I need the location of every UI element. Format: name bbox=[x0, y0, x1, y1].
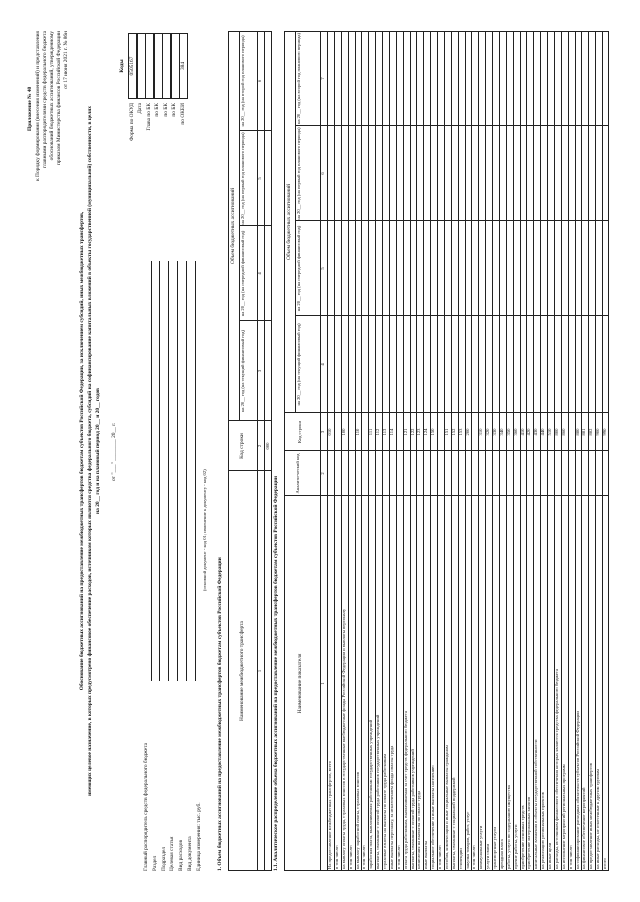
table-row-name: на исполнение мероприятий региональных программ bbox=[560, 764, 566, 869]
code-label: по ОКЕИ bbox=[179, 103, 186, 125]
table-row-name: на выплату заработной платы, страховых взносов bbox=[354, 771, 360, 869]
appendix-number: Приложение № 40 bbox=[27, 86, 33, 131]
s11-row-line bbox=[423, 31, 424, 871]
s11-col-number: 5 bbox=[320, 267, 325, 270]
table-row-code: 200 bbox=[464, 428, 470, 436]
table-row-name: страховые взносы на выплаты по оплате труда работникам bbox=[382, 753, 388, 869]
table-row-code: 900 bbox=[595, 428, 601, 436]
table-row-name: на иные цели bbox=[547, 842, 553, 869]
s11-row-line bbox=[540, 31, 541, 871]
table-row-code: 330 bbox=[492, 428, 498, 436]
table-row-name: в том числе: bbox=[347, 845, 353, 869]
title-line: на 20__ год и на плановый период 20__ и 20__ годов bbox=[95, 388, 101, 514]
s1-year-header: на 20__ год (на второй год планового периода) bbox=[240, 35, 245, 127]
field-label: Главный распорядитель средств федерального бюджета bbox=[143, 742, 149, 871]
field-label: Единица измерения: тыс. руб. bbox=[195, 802, 202, 871]
title-line: имеющих целевое назначение, в которых предусмотрено финансовое обеспечение расходов, источником которых являются средства федерального бюджета, субсидий на софинансирование капитальных вложений в объекты государственной (муниципальной) собственности, в целях bbox=[87, 106, 93, 796]
s1-col-number: 2 bbox=[257, 444, 262, 448]
s11-row-line bbox=[355, 31, 356, 871]
code-label: Форма по ОКУД bbox=[128, 103, 135, 141]
table-row-name: начисления на выплаты по оплате труда bbox=[416, 790, 422, 869]
table-row-name: закупка товаров, работ, услуг bbox=[464, 811, 470, 869]
field-label: Вид расходов bbox=[178, 840, 185, 871]
table-row-name: на реализацию региональных проектов bbox=[540, 792, 546, 869]
table-row-code: 110 bbox=[354, 428, 360, 436]
s1-header-volume: Объем бюджетных ассигнований bbox=[230, 188, 236, 265]
s11-row-line bbox=[396, 31, 397, 871]
table-row-name: капитальные вложения в объекты государственной собственности bbox=[533, 739, 539, 869]
table-row-code: 882 bbox=[588, 428, 594, 436]
code-value: 384 bbox=[179, 61, 186, 71]
table-row-name: На предоставление межбюджетных трансфертов, всего bbox=[327, 760, 332, 869]
table-row-name: на предоставление иных межбюджетных трансфертов bbox=[588, 763, 594, 869]
field-underline bbox=[186, 261, 187, 681]
s1-year-header: на 20__ год (на очередной финансовый год) bbox=[240, 230, 245, 317]
field-underline bbox=[159, 261, 160, 681]
table-row-name: прочие работы, услуги bbox=[512, 824, 518, 869]
s11-header-code: Код строки bbox=[297, 421, 302, 443]
field-underline bbox=[151, 261, 152, 681]
s11-header-analytic: Аналити-ческий код bbox=[295, 453, 300, 494]
section1-title: 1. Объем бюджетных ассигнований на предоставление межбюджетных трансфертов бюджетам субъектов Российской Федерации bbox=[217, 557, 223, 871]
s11-row-line bbox=[526, 31, 527, 871]
field-underline bbox=[195, 261, 196, 681]
s11-row-line bbox=[334, 31, 335, 871]
table-row-name: коммунальные услуги bbox=[478, 825, 484, 869]
table-row-code: 410 bbox=[519, 428, 525, 436]
s11-col-number: 4 bbox=[320, 363, 325, 366]
table-row-code: 990 bbox=[602, 428, 608, 436]
s11-row-line bbox=[478, 31, 479, 871]
table-row-name: в том числе: bbox=[437, 845, 443, 869]
order-line: приказом Министерства финансов Российской Федерации bbox=[56, 31, 62, 165]
code-label: по БК bbox=[154, 103, 160, 117]
table-row-code: 100 bbox=[340, 428, 346, 436]
table-row-name: в том числе: bbox=[333, 845, 339, 869]
s11-row-line bbox=[410, 31, 411, 871]
order-line: от 17 июня 2021 г. № 86н bbox=[63, 31, 69, 89]
table-row-code: 350 bbox=[505, 428, 511, 436]
s1-col-number: 4 bbox=[257, 272, 262, 275]
s11-row-line bbox=[485, 31, 486, 871]
order-line: к Порядку формирования (внесения изменений) и представления bbox=[35, 31, 41, 181]
table-row-code: 114 bbox=[388, 428, 394, 436]
s11-row-line bbox=[588, 31, 589, 871]
s11-row-line bbox=[602, 31, 603, 871]
table-row-name: выплаты, связанные с оплатой труда работников государственных учреждений bbox=[375, 714, 381, 869]
table-row-name: в том числе: bbox=[395, 845, 401, 869]
s11-row-line bbox=[595, 31, 596, 871]
s11-col-number: 3 bbox=[320, 430, 325, 434]
s1-col-number: 1 bbox=[257, 669, 262, 673]
s11-year-header: на 20__ год (на текущий финансовый год) bbox=[296, 323, 301, 406]
table-row-name: в том числе: bbox=[361, 845, 367, 869]
s11-col-number: 7 bbox=[320, 77, 325, 80]
table-row-name: на финансовое обеспечение мероприятий bbox=[581, 787, 587, 869]
s11-row-line bbox=[430, 31, 431, 871]
s11-row-line bbox=[327, 31, 328, 871]
s11-col-line bbox=[295, 220, 609, 221]
table-row-name: пособия, компенсации и иные социальные выплаты гражданам bbox=[443, 745, 449, 869]
table-row-code: 880 bbox=[574, 428, 580, 436]
table-row-name: оплата труда работникам, выплачиваемая за счет средств федерального бюджета bbox=[402, 711, 408, 869]
field-underline bbox=[177, 261, 178, 681]
code-label: по БК bbox=[171, 103, 177, 117]
table-row-name: на иные расходы, не отнесенные к другим группам bbox=[595, 769, 601, 869]
table-row-code: 112 bbox=[375, 428, 381, 436]
table-row-code: 430 bbox=[533, 428, 539, 436]
s11-col-number: 2 bbox=[320, 472, 325, 475]
s1-header-name: Наименование межбюджетного трансферта bbox=[239, 621, 245, 721]
table-row-name: заработная плата, выплачиваемая работникам государственных учреждений bbox=[368, 719, 374, 869]
title-line: Обоснование бюджетных ассигнований на предоставление межбюджетных трансфертов бюджетам субъектов Российской Федерации, за исключением субсидий, иных межбюджетных трансфертов, bbox=[79, 211, 85, 691]
table-row-code: 150 bbox=[430, 428, 436, 436]
table-row-name: иные выплаты персоналу, за исключением фонда оплаты труда bbox=[388, 745, 394, 869]
table-row-name: на софинансирование расходных обязательств субъектов Российской Федерации bbox=[574, 711, 580, 869]
table-row-code: 340 bbox=[498, 428, 504, 436]
s11-row-line bbox=[561, 31, 562, 871]
table-row-code: 111 bbox=[368, 428, 374, 436]
table-row-code: 122 bbox=[409, 428, 415, 436]
code-label: Глава по БК bbox=[145, 103, 152, 131]
s11-row-line bbox=[520, 31, 521, 871]
table-row-name: итого bbox=[602, 858, 608, 869]
s1-col-number: 3 bbox=[257, 369, 262, 373]
s11-row-line bbox=[361, 31, 362, 871]
table-row-name: арендная плата bbox=[498, 839, 504, 869]
table-row-name: иные выплаты bbox=[423, 840, 429, 869]
table-row-name: в том числе: bbox=[567, 845, 573, 869]
s11-row-line bbox=[437, 31, 438, 871]
table-row-name: на расходы, источником финансового обеспечения которых являются средства федерального бюджета bbox=[553, 669, 559, 869]
s11-row-line bbox=[513, 31, 514, 871]
s11-row-line bbox=[471, 31, 472, 871]
code-value: 0505167 bbox=[128, 56, 135, 76]
field-underline bbox=[168, 261, 169, 681]
s11-row-line bbox=[506, 31, 507, 871]
s11-year-header: на 20__ год (на очередной финансовый год) bbox=[296, 225, 301, 312]
s1-header-code: Код строки bbox=[239, 433, 245, 459]
table-row-code: 310 bbox=[478, 428, 484, 436]
table-row-name: социальное обеспечение и иные выплаты населению bbox=[430, 765, 436, 869]
table-row-name: в том числе: bbox=[471, 845, 477, 869]
s11-row-line bbox=[382, 31, 383, 871]
codes-label: Коды bbox=[119, 59, 125, 73]
table-row-name: на выплату оплаты труда, страховых взносов в государственные внебюджетные фонды Российской Федерации и выплаты персоналу bbox=[340, 608, 346, 869]
s11-row-line bbox=[416, 31, 417, 871]
table-row-name: приобретение материальных запасов bbox=[526, 796, 532, 869]
table-row-code: 800 bbox=[553, 428, 559, 436]
section11-title: 1.1. Аналитическое распределение объема бюджетных ассигнований на предоставление межбюджетных трансфертов бюджетам субъектов Российской Федерации bbox=[273, 476, 279, 871]
table-row-code: 881 bbox=[581, 428, 587, 436]
s11-col-line bbox=[295, 315, 609, 316]
s1-year-header: на 20__ год (на текущий финансовый год) bbox=[240, 329, 245, 413]
table-row-code: 113 bbox=[382, 428, 388, 436]
doc-type-hint: (основной документ - код 01; изменение к документу - код 02) bbox=[202, 469, 207, 591]
s11-row-line bbox=[465, 31, 466, 871]
s1-row-code: 000 bbox=[264, 442, 270, 450]
s11-year-header: на 20__ год (на первый год планового периода) bbox=[296, 127, 301, 220]
date-line: от "___" ________ 20__ г. bbox=[111, 422, 117, 481]
table-row-name: приобретение основных средств bbox=[519, 805, 525, 869]
s11-row-line bbox=[568, 31, 569, 871]
s1-col-number: 5 bbox=[257, 177, 262, 180]
s11-row-line bbox=[581, 31, 582, 871]
table-row-name: работы, услуги по содержанию имущества bbox=[505, 785, 511, 869]
s11-header-name: Наименование показателя bbox=[297, 653, 303, 714]
table-row-code: 123 bbox=[416, 428, 422, 436]
field-label: Вид документа bbox=[187, 836, 193, 871]
table-row-code: 860 bbox=[560, 428, 566, 436]
code-label: по БК bbox=[162, 103, 169, 117]
s1-year-header: на 20__ год (на первый год планового периода) bbox=[240, 132, 245, 225]
field-label: Подраздел bbox=[160, 846, 167, 871]
table-row-name: выплаты, связанные с социальной поддержкой bbox=[450, 777, 456, 869]
table-row-code: 320 bbox=[485, 428, 491, 436]
s11-row-line bbox=[492, 31, 493, 871]
table-row-code: 510 bbox=[547, 428, 553, 436]
s11-row-line bbox=[451, 31, 452, 871]
table-row-name: транспортные услуги bbox=[492, 827, 498, 869]
table-row-code: 152 bbox=[450, 428, 456, 436]
s11-header-volume: Объем бюджетных ассигнований bbox=[286, 184, 292, 261]
s11-year-header: на 20__ год (на второй год планового периода) bbox=[296, 33, 301, 125]
table-row-name: выплаты, связанные с оплатой труда работников учреждений bbox=[409, 749, 415, 869]
table-row-code: 360 bbox=[512, 428, 518, 436]
code-label: Дата bbox=[137, 103, 143, 114]
rotated-form-page bbox=[14, 11, 626, 891]
s11-row-line bbox=[458, 31, 459, 871]
s11-row-line bbox=[348, 31, 349, 871]
field-label: Целевая статья bbox=[169, 836, 176, 871]
s11-col-number: 1 bbox=[320, 682, 325, 685]
s11-row-line bbox=[547, 31, 548, 871]
table-row-name: стипендии bbox=[457, 848, 463, 869]
table-row-name: услуги связи bbox=[485, 844, 491, 869]
table-row-code: 124 bbox=[423, 428, 429, 436]
s11-row-line bbox=[499, 31, 500, 871]
s1-col-number: 6 bbox=[257, 79, 262, 83]
table-row-code: 010 bbox=[327, 428, 332, 436]
table-row-code: 153 bbox=[457, 428, 463, 436]
table-row-code: 121 bbox=[402, 428, 408, 436]
table-row-code: 420 bbox=[526, 428, 532, 436]
field-label: Раздел bbox=[151, 855, 158, 871]
s11-col-line bbox=[295, 125, 609, 126]
s11-col-number: 6 bbox=[320, 172, 325, 175]
table-row-code: 440 bbox=[540, 428, 546, 436]
order-line: главными распорядителями средств федерального бюджета bbox=[42, 31, 48, 168]
order-line: обоснований бюджетных ассигнований, утвержденному bbox=[49, 31, 55, 161]
table-row-code: 151 bbox=[443, 428, 449, 436]
